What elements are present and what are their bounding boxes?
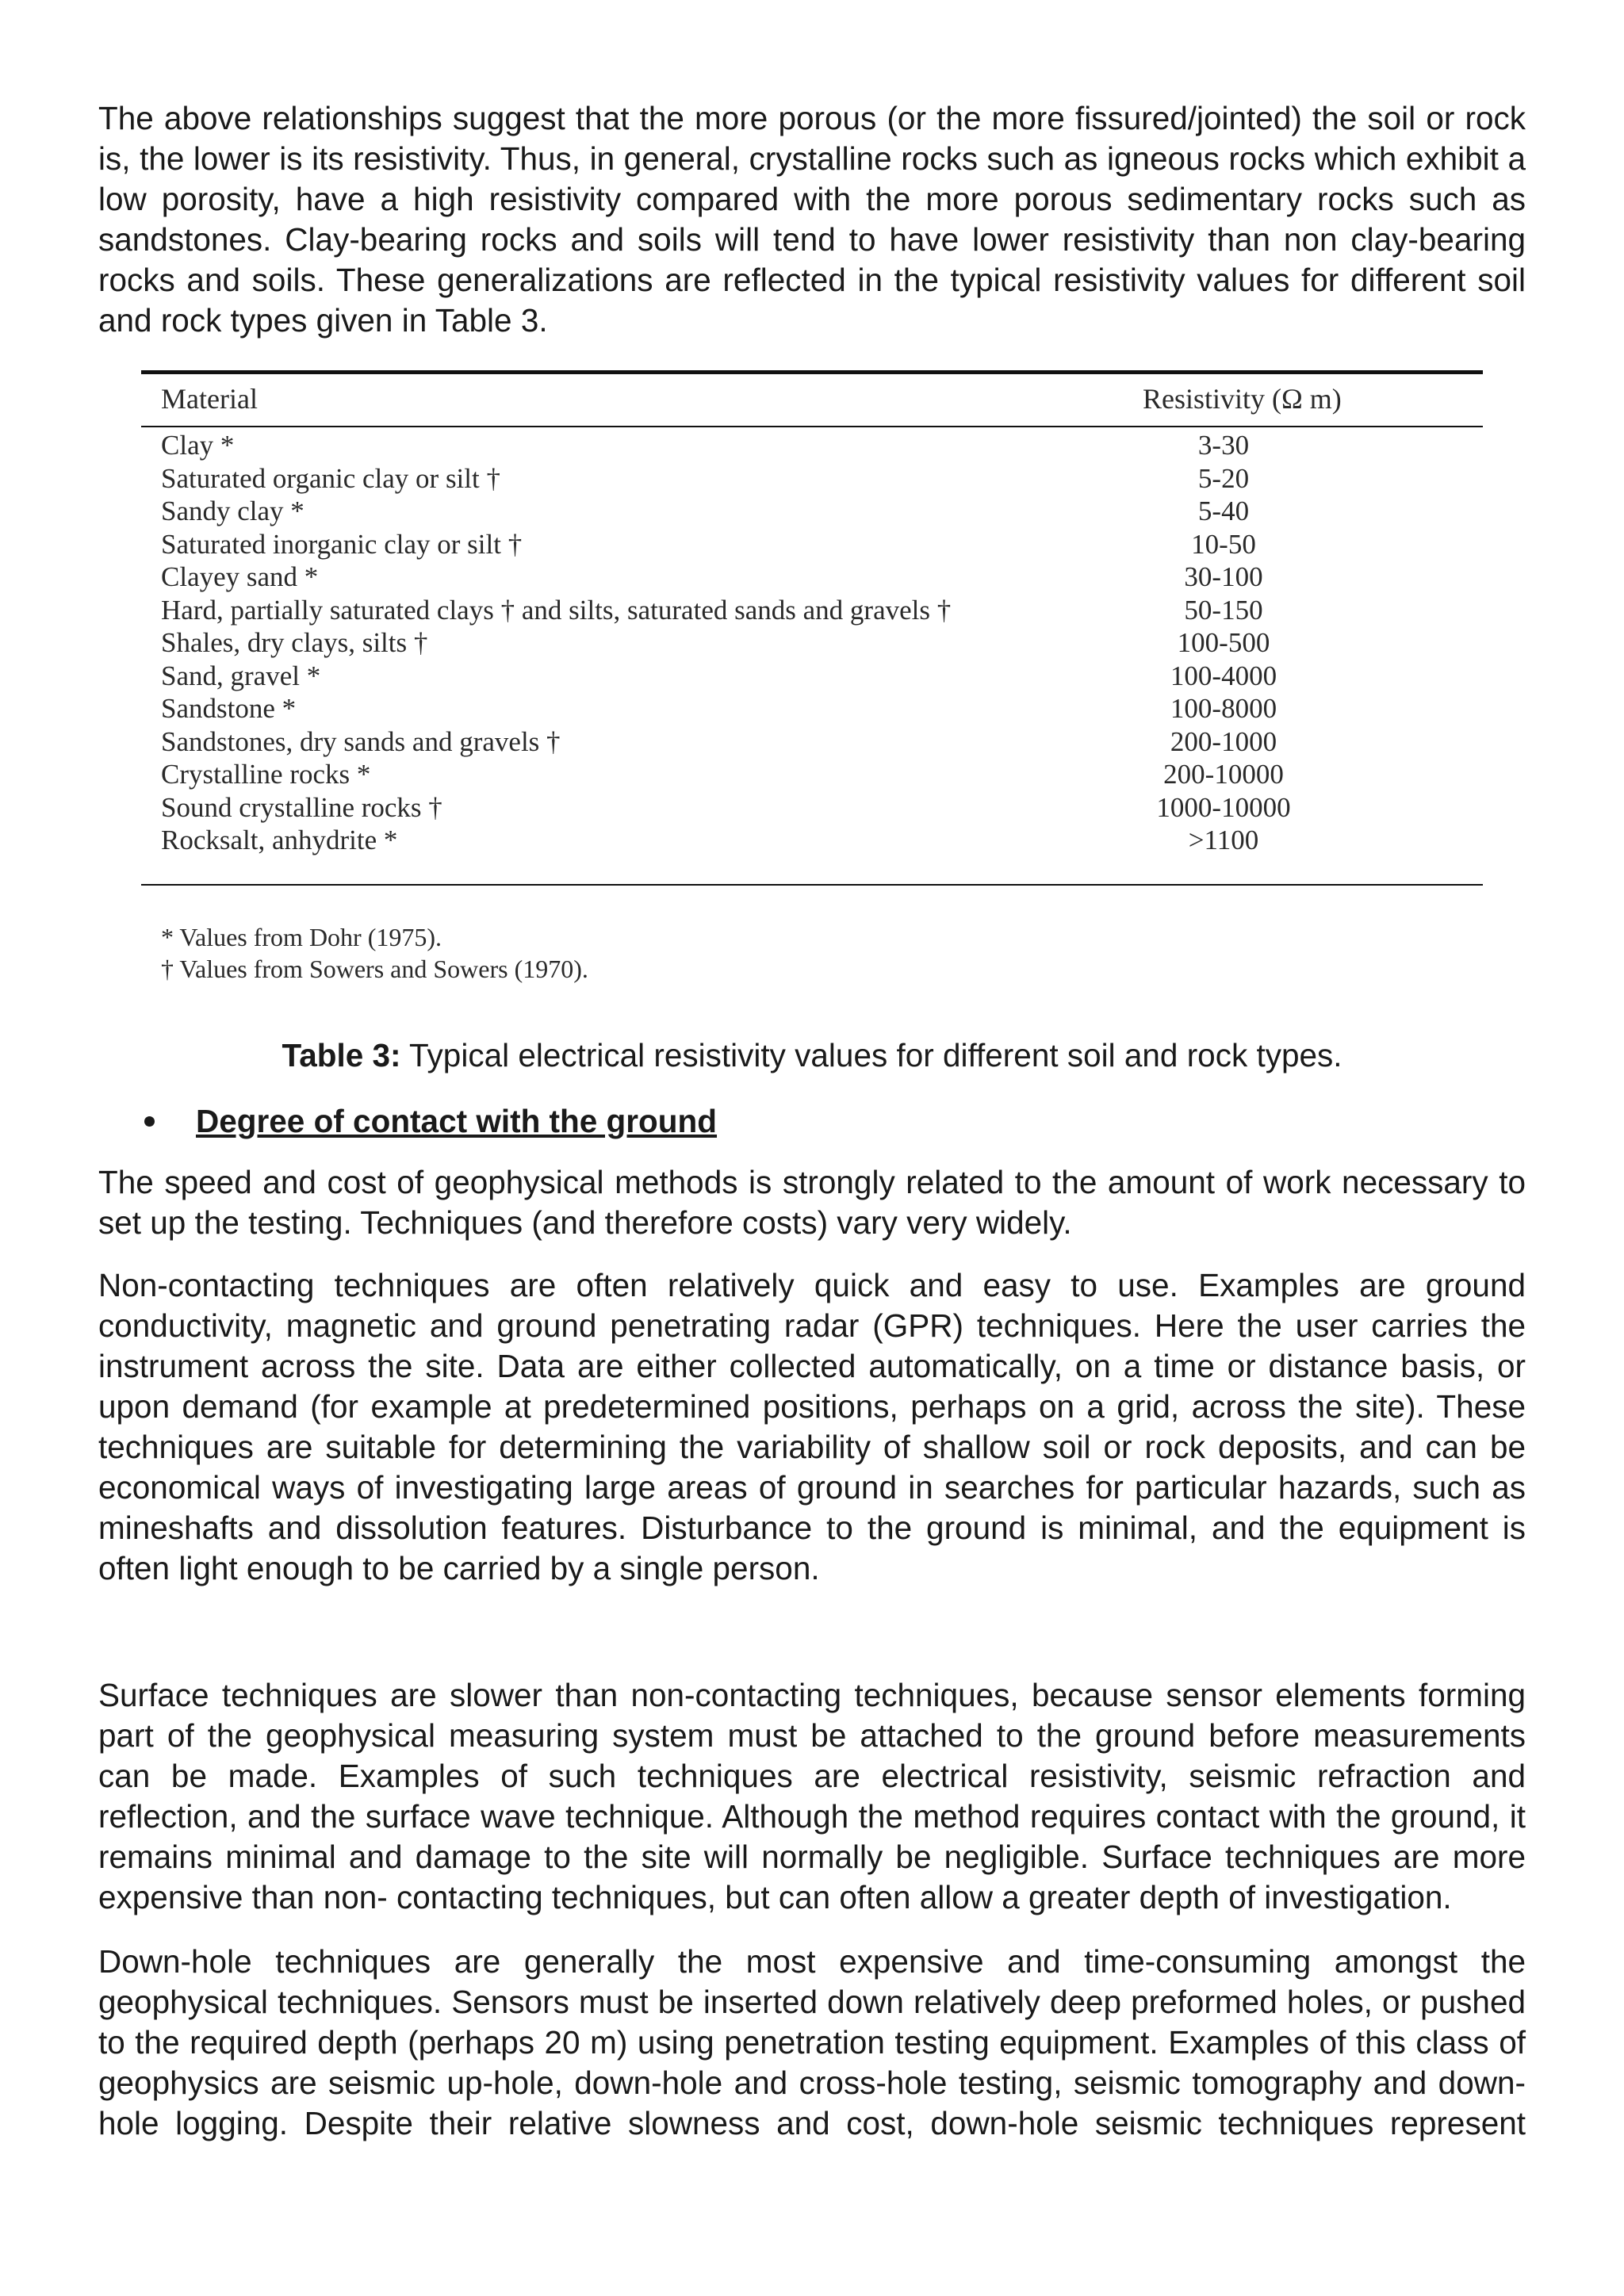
table-row <box>141 660 1483 693</box>
table-row <box>141 626 1483 660</box>
resistivity-cell: 30-100 <box>1184 561 1263 592</box>
table-body <box>141 429 1483 857</box>
resistivity-cell: 5-40 <box>1197 496 1250 526</box>
table-bottom-rule <box>141 884 1483 886</box>
section-heading: Degree of contact with the ground <box>196 1103 718 1139</box>
material-cell: Sand, gravel * <box>161 660 321 691</box>
material-cell: Rocksalt, anhydrite * <box>161 825 398 855</box>
footnote-dohr: * Values from Dohr (1975). <box>161 923 442 951</box>
resistivity-table <box>141 370 1483 1004</box>
table-top-rule <box>141 370 1483 374</box>
material-cell: Saturated organic clay or silt † <box>161 462 500 494</box>
table-row <box>141 561 1483 594</box>
table-row <box>141 528 1483 561</box>
resistivity-cell: 100-8000 <box>1170 693 1277 724</box>
resistivity-cell: 5-20 <box>1197 462 1250 494</box>
table-row <box>141 791 1483 825</box>
resistivity-cell: 100-4000 <box>1170 660 1277 691</box>
non-contacting-paragraph: Non-contacting techniques are often relatively quick and easy to use. Examples are ground conductivity, magnetic and ground penetrating radar (GPR) techniques. Here the user carries the instrument across the site. Data are either collected automatically, on a time or distance basis, or upon demand (for example at predetermined positions, perhaps on a grid, across the site). These techniques are suitable for determining the variability of shallow soil or rock deposits, and can be economical ways of investigating large areas of ground in searches for particular hazards, such as mineshafts and dissolution features. Disturbance to the ground is minimal, and the equipment is often light enough to be carried by a single person. <box>98 1267 1526 1586</box>
bullet-icon <box>144 1116 155 1127</box>
resistivity-cell: 200-10000 <box>1163 759 1284 790</box>
footnote-sowers: † Values from Sowers and Sowers (1970). <box>161 955 588 983</box>
material-cell: Sound crystalline rocks † <box>161 791 442 823</box>
caption-label: Table 3: <box>282 1037 401 1073</box>
caption-text: Typical electrical resistivity values for different soil and rock types. <box>400 1037 1342 1073</box>
table-row <box>141 692 1483 725</box>
table-row <box>141 495 1483 528</box>
table-row <box>141 462 1483 496</box>
material-cell: Clayey sand * <box>161 561 319 592</box>
speed-cost-paragraph: The speed and cost of geophysical methods is strongly related to the amount of work necessary to set up the testing. Techniques (and therefore costs) vary very widely. <box>98 1164 1526 1241</box>
header-resistivity: Resistivity (Ω m) <box>1143 383 1342 415</box>
resistivity-cell: 100-500 <box>1177 627 1270 658</box>
table-header-rule <box>141 426 1483 427</box>
table-row <box>141 758 1483 791</box>
material-cell: Clay * <box>161 430 235 461</box>
table-caption <box>0 1035 1624 1076</box>
material-cell: Sandstone * <box>161 693 297 724</box>
table-row <box>141 824 1483 857</box>
resistivity-cell: 200-1000 <box>1170 725 1277 757</box>
intro-paragraph: The above relationships suggest that the more porous (or the more fissured/jointed) the soil or rock is, the lower is its resistivity. Thus, in general, crystalline rocks such as igneous rocks which exhibit a low porosity, have a high resistivity compared with the more porous sedimentary rocks such as sandstones. Clay-bearing rocks and soils will tend to have lower resistivity than non clay-bearing rocks and soils. These generalizations are reflected in the typical resistivity values for different soil and rock types given in Table 3. <box>98 100 1526 339</box>
header-material: Material <box>161 383 258 415</box>
table-row <box>141 725 1483 759</box>
material-cell: Crystalline rocks * <box>161 759 371 790</box>
material-cell: Hard, partially saturated clays † and silts, saturated sands and gravels † <box>161 594 952 626</box>
resistivity-cell: 10-50 <box>1191 528 1256 560</box>
resistivity-cell: 3-30 <box>1197 430 1250 461</box>
resistivity-cell: >1100 <box>1188 825 1259 855</box>
resistivity-cell: 50-150 <box>1184 594 1263 626</box>
resistivity-cell: 1000-10000 <box>1156 791 1291 823</box>
material-cell: Sandy clay * <box>161 496 304 526</box>
down-hole-paragraph: Down-hole techniques are generally the most expensive and time-consuming amongst the geophysical techniques. Sensors must be inserted down relatively deep preformed holes, or pushed to the required depth (perhaps 20 m) using penetration testing equipment. Examples of this class of geophysics are seismic up-hole, down-hole and cross-hole testing, seismic tomography and down-hole logging. Despite their relative slowness and cost, down-hole seismic techniques represent <box>98 1943 1526 2141</box>
material-cell: Shales, dry clays, silts † <box>161 627 428 658</box>
table-row <box>141 594 1483 627</box>
surface-paragraph: Surface techniques are slower than non-contacting techniques, because sensor elements forming part of the geophysical measuring system must be attached to the ground before measurements can be made. Examples of such techniques are electrical resistivity, seismic refraction and reflection, and the surface wave technique. Although the method requires contact with the ground, it remains minimal and damage to the site will normally be negligible. Surface techniques are more expensive than non- contacting techniques, but can often allow a greater depth of investigation. <box>98 1677 1526 1915</box>
material-cell: Saturated inorganic clay or silt † <box>161 528 523 560</box>
material-cell: Sandstones, dry sands and gravels † <box>161 725 561 757</box>
table-row <box>141 429 1483 462</box>
